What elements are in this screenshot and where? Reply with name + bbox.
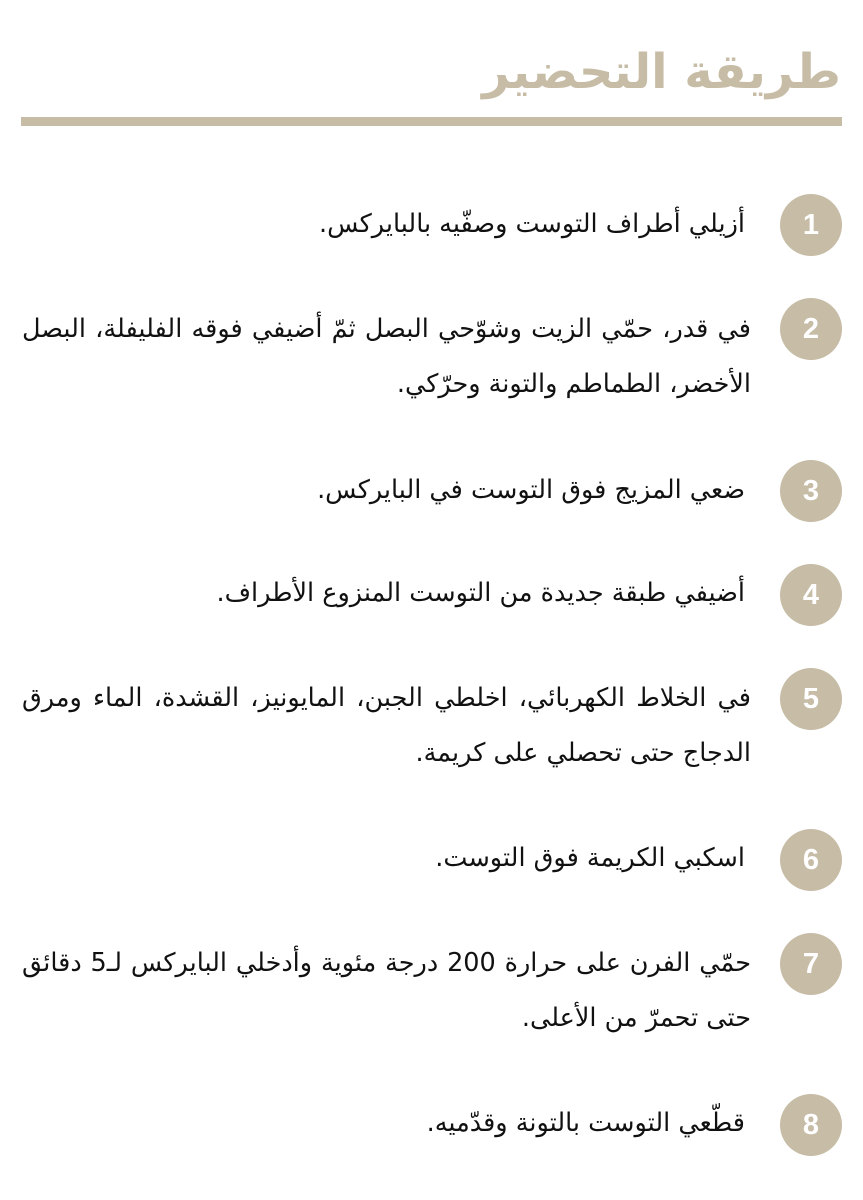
step-number-badge: 6 (780, 829, 842, 891)
step-number-badge: 1 (780, 194, 842, 256)
step-text: أضيفي طبقة جديدة من التوست المنزوع الأطراف. (216, 578, 745, 608)
step-number-badge: 7 (780, 933, 842, 995)
step-number-badge: 3 (780, 460, 842, 522)
page-title: طريقة التحضير (482, 44, 841, 100)
step-text: حمّي الفرن على حرارة 200 درجة مئوية وأدخلي البايركس لـ5 دقائق حتى تحمرّ من الأعلى. (22, 948, 751, 1033)
step-number-badge: 4 (780, 564, 842, 626)
step-text: في قدر، حمّي الزيت وشوّحي البصل ثمّ أضيفي فوقه الفليفلة، البصل الأخضر، الطماطم والتونة وحرّكي. (22, 314, 751, 399)
title-divider (21, 117, 842, 126)
step-number-badge: 8 (780, 1094, 842, 1156)
step-number-badge: 5 (780, 668, 842, 730)
step-text: ضعي المزيج فوق التوست في البايركس. (317, 475, 745, 505)
step-text: أزيلي أطراف التوست وصفّيه بالبايركس. (319, 209, 745, 239)
step-number-badge: 2 (780, 298, 842, 360)
step-text: قطّعي التوست بالتونة وقدّميه. (426, 1108, 745, 1138)
step-text: اسكبي الكريمة فوق التوست. (435, 843, 745, 873)
step-text: في الخلاط الكهربائي، اخلطي الجبن، المايونيز، القشدة، الماء ومرق الدجاج حتى تحصلي على كريمة. (22, 683, 751, 768)
